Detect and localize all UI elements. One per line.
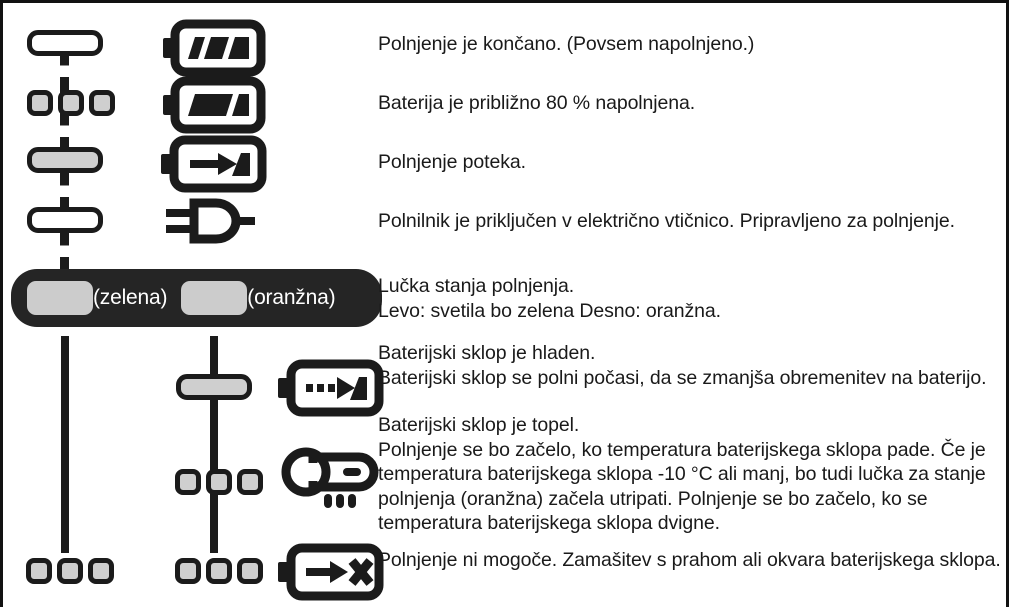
lower-row-2-line-2: Polnjenje se bo začelo, ko temperatura baterijskega sklopa pade. Če je temperatura baterijskega sklopa -10 °C ali manj, bo tudi lučka za stanje polnjenja (oranžna) začela utripati. Polnjenje se bo začelo, ko se temperatura baterijskega sklopa dvigne. (378, 438, 986, 534)
power-plug-icon (158, 193, 268, 249)
led-dot (175, 558, 201, 584)
lower-row-1-line-1: Baterijski sklop je hladen. (378, 342, 596, 364)
lower-row-1-line-2: Baterijski sklop se polni počasi, da se zmanjša obremenitev na baterijo. (378, 366, 987, 389)
led-dot (237, 558, 263, 584)
battery-80-icon (161, 78, 265, 132)
led-dot (175, 469, 201, 495)
led-indicator-blinking-row2 (27, 90, 115, 116)
led-indicator-solid-row4 (27, 207, 103, 233)
lower-row-description-1 (378, 341, 1003, 390)
led-connector-line-lower-right (210, 336, 218, 553)
row-description-4: Polnilnik je priključen v električno vtičnico. Pripravljeno za polnjenje. (378, 210, 955, 232)
led-dot (88, 558, 114, 584)
lower-row-2-line-1: Baterijski sklop je topel. (378, 414, 580, 436)
led-indicator-lit-lower1 (176, 374, 252, 400)
led-dot (237, 469, 263, 495)
led-dot (58, 90, 84, 116)
led-dot (57, 558, 83, 584)
lower-row-description-3 (378, 548, 1003, 573)
lower-row-description-2 (378, 413, 1003, 536)
led-dot (206, 469, 232, 495)
thermometer-icon (273, 446, 385, 512)
legend-caption-line-2: Levo: svetila bo zelena Desno: oranžna. (378, 299, 721, 322)
orange-led-label: (oranžna) (247, 286, 336, 309)
lower-row-3-line-1: Polnjenje ni mogoče. Zamašitev s prahom ali okvara baterijskega sklopa. (378, 549, 1001, 571)
led-dot (27, 90, 53, 116)
battery-full-icon (161, 21, 265, 75)
led-dot (89, 90, 115, 116)
green-led-swatch (27, 281, 93, 315)
green-led-label: (zelena) (93, 286, 168, 309)
row-description-1: Polnjenje je končano. (Povsem napolnjeno.) (378, 33, 755, 55)
legend-caption-line-1: Lučka stanja polnjenja. (378, 275, 575, 297)
led-indicator-lit-row3 (27, 147, 103, 173)
led-color-legend-bar (11, 269, 382, 327)
legend-caption (378, 274, 998, 323)
row-description-3: Polnjenje poteka. (378, 151, 526, 173)
led-indicator-solid-row1 (27, 30, 103, 56)
led-indicator-blinking-lower2 (175, 469, 263, 495)
row-description-2: Baterija je približno 80 % napolnjena. (378, 92, 696, 114)
led-dot (26, 558, 52, 584)
battery-charging-icon (158, 136, 266, 192)
led-connector-line-lower-left (61, 336, 69, 553)
led-indicator-blinking-lower3-left (26, 558, 114, 584)
orange-led-swatch (181, 281, 247, 315)
battery-error-icon (275, 544, 383, 600)
battery-slow-charge-icon (275, 360, 383, 416)
led-indicator-blinking-lower3-right (175, 558, 263, 584)
led-dot (206, 558, 232, 584)
